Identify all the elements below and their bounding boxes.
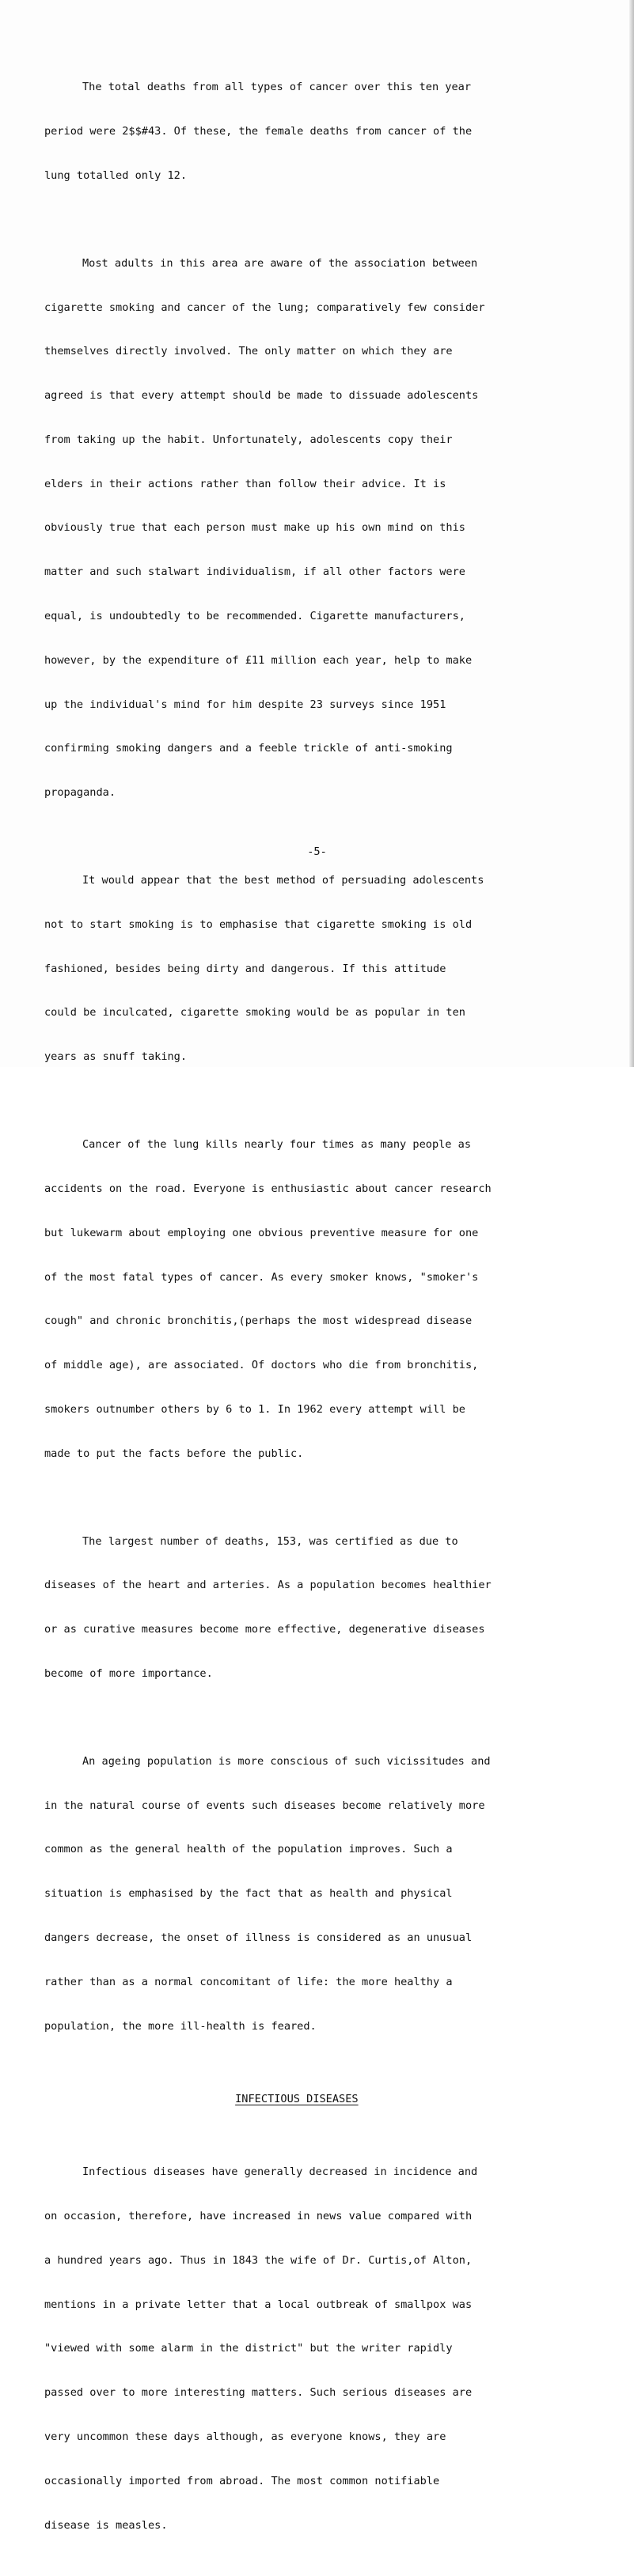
- text-line: population, the more ill-health is feared.: [44, 2019, 317, 2033]
- text-line: smokers outnumber others by 6 to 1. In 1962 every attempt will be: [44, 1402, 465, 1416]
- text-line: on occasion, therefore, have increased in news value compared with: [44, 2210, 473, 2223]
- text-line: cigarette smoking and cancer of the lung; comparatively few consider: [44, 301, 485, 314]
- text-line: "viewed with some alarm in the district" but the writer rapidly: [44, 2342, 453, 2355]
- text-line: propaganda.: [44, 786, 116, 800]
- text-line: in the natural course of events such diseases become relatively more: [44, 1799, 485, 1812]
- text-line: from taking up the habit. Unfortunately, adolescents copy their: [44, 433, 453, 446]
- text-line: fashioned, besides being dirty and dangerous. If this attitude: [44, 962, 446, 975]
- paragraph-smoking-awareness: [44, 227, 632, 830]
- paragraph-ageing-population: [44, 1725, 632, 2063]
- text-line: obviously true that each person must make up his own mind on this: [44, 521, 465, 535]
- text-line: very uncommon these days although, as everyone knows, they are: [44, 2430, 446, 2444]
- paragraph-persuading-adolescents: [44, 844, 632, 1094]
- text-line: equal, is undoubtedly to be recommended. Cigarette manufacturers,: [44, 609, 465, 622]
- text-line: It would appear that the best method of persuading adolescents: [82, 874, 484, 887]
- text-line: agreed is that every attempt should be made to dissuade adolescents: [44, 389, 479, 403]
- text-line: period were 2$$#43. Of these, the female deaths from cancer of the: [44, 124, 473, 138]
- text-line: Cancer of the lung kills nearly four times as many people as: [82, 1138, 472, 1152]
- text-line: The total deaths from all types of cancer over this ten year: [82, 81, 472, 94]
- text-line: made to put the facts before the public.: [44, 1447, 304, 1460]
- text-line: years as snuff taking.: [44, 1050, 188, 1064]
- text-line: mentions in a private letter that a local outbreak of smallpox was: [44, 2298, 473, 2311]
- text-line: common as the general health of the population improves. Such a: [44, 1843, 453, 1856]
- page-number: -5-: [307, 845, 327, 858]
- text-line: of the most fatal types of cancer. As every smoker knows, "smoker's: [44, 1270, 479, 1284]
- text-line: lung totalled only 12.: [44, 168, 188, 182]
- text-line: rather than as a normal concomitant of life: the more healthy a: [44, 1975, 453, 1988]
- text-line: become of more importance.: [44, 1666, 213, 1680]
- text-line: dangers decrease, the onset of illness is considered as an unusual: [44, 1931, 473, 1945]
- text-line: up the individual's mind for him despite 23 surveys since 1951: [44, 698, 446, 711]
- paragraph-infectious-diseases: [44, 2135, 632, 2562]
- text-line: of middle age), are associated. Of doctors who die from bronchitis,: [44, 1359, 479, 1372]
- text-line: situation is emphasised by the fact that as health and physical: [44, 1887, 453, 1901]
- section-heading: [44, 2077, 632, 2121]
- text-line: occasionally imported from abroad. The most common notifiable: [44, 2474, 440, 2487]
- text-line: confirming smoking dangers and a feeble trickle of anti-smoking: [44, 742, 453, 755]
- document-body: [44, 51, 632, 2576]
- text-line: An ageing population is more conscious of such vicissitudes and: [82, 1754, 491, 1768]
- text-line: themselves directly involved. The only matter on which they are: [44, 345, 453, 358]
- text-line: elders in their actions rather than follow their advice. It is: [44, 477, 446, 490]
- text-line: passed over to more interesting matters. Such serious diseases are: [44, 2386, 473, 2400]
- paragraph-lung-cancer-kills: [44, 1108, 632, 1490]
- text-line: or as curative measures become more effective, degenerative diseases: [44, 1623, 485, 1636]
- text-line: a hundred years ago. Thus in 1843 the wife of Dr. Curtis,of Alton,: [44, 2253, 473, 2267]
- section-heading-text: INFECTIOUS DISEASES: [235, 2092, 359, 2105]
- text-line: diseases of the heart and arteries. As a population becomes healthier: [44, 1579, 492, 1592]
- text-line: disease is measles.: [44, 2518, 168, 2532]
- text-line: matter and such stalwart individualism, if all other factors were: [44, 566, 465, 579]
- text-line: Most adults in this area are aware of the association between: [82, 256, 478, 270]
- text-line: could be inculcated, cigarette smoking would be as popular in ten: [44, 1006, 465, 1019]
- text-line: however, by the expenditure of £11 million each year, help to make: [44, 653, 473, 667]
- text-line: Infectious diseases have generally decreased in incidence and: [82, 2166, 478, 2179]
- text-line: accidents on the road. Everyone is enthusiastic about cancer research: [44, 1182, 492, 1195]
- text-line: but lukewarm about employing one obvious preventive measure for one: [44, 1226, 479, 1239]
- text-line: not to start smoking is to emphasise that cigarette smoking is old: [44, 917, 473, 931]
- text-line: The largest number of deaths, 153, was certified as due to: [82, 1534, 458, 1548]
- paragraph-cancer-deaths: [44, 51, 632, 213]
- paragraph-heart-disease: [44, 1504, 632, 1710]
- text-line: cough" and chronic bronchitis,(perhaps the most widespread disease: [44, 1314, 473, 1328]
